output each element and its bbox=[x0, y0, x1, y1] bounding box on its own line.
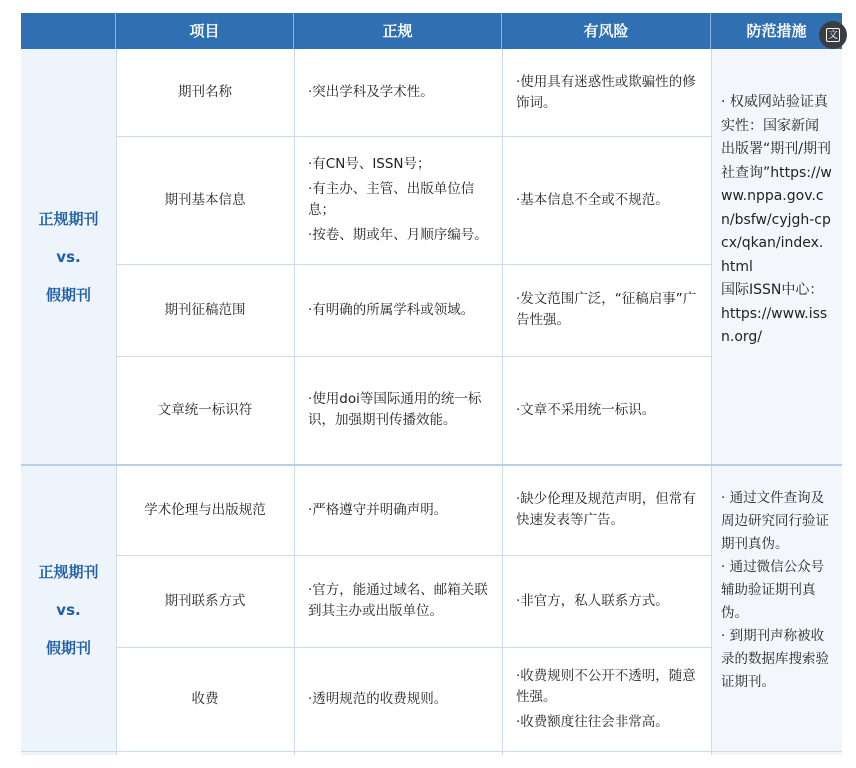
row-item: 文章统一标识符 bbox=[157, 401, 253, 418]
prevention-cell bbox=[711, 49, 842, 464]
legit-text: ·严格遵守并明确声明。 bbox=[308, 501, 448, 518]
risk-text: ·发文范围广泛，“征稿启事”广告性强。 bbox=[516, 291, 697, 328]
risk-text: ·非官方，私人联系方式。 bbox=[516, 592, 669, 609]
legit-text: ·按卷、期或年、月顺序编号。 bbox=[308, 227, 488, 243]
group-label bbox=[21, 49, 116, 464]
prevention-text: · 权威网站验证真实性：国家新闻出版署“期刊/期刊社查询”https://www.nppa.gov.cn/bsfw/cyjgh-cpcx/qkan/index.html bbox=[721, 94, 832, 275]
header-corner bbox=[21, 13, 116, 49]
row-legit bbox=[294, 465, 502, 555]
translate-icon: 文 bbox=[828, 30, 838, 41]
grid-line bbox=[21, 751, 842, 752]
row-legit bbox=[294, 49, 502, 136]
group-label-line: vs. bbox=[56, 601, 81, 619]
grid-line bbox=[294, 49, 295, 755]
row-legit bbox=[294, 647, 502, 751]
grid-line bbox=[116, 356, 711, 357]
legit-text: ·有明确的所属学科或领域。 bbox=[308, 301, 475, 318]
risk-text: ·使用具有迷惑性或欺骗性的修饰词。 bbox=[516, 73, 696, 111]
translate-button[interactable] bbox=[819, 21, 847, 49]
row-item: 收费 bbox=[191, 690, 219, 707]
comparison-table bbox=[21, 13, 842, 755]
grid-line bbox=[116, 136, 711, 137]
header-risk: 有风险 bbox=[502, 13, 711, 49]
row-risk bbox=[502, 356, 711, 464]
risk-text: ·收费规则不公开不透明，随意性强。 bbox=[516, 667, 696, 705]
row-item: 期刊征稿范围 bbox=[164, 301, 246, 318]
row-item: 期刊联系方式 bbox=[164, 592, 246, 609]
group-label bbox=[21, 465, 116, 755]
grid-line bbox=[116, 49, 117, 755]
risk-text: ·收费额度往往会非常高。 bbox=[516, 713, 669, 730]
row-risk bbox=[502, 264, 711, 356]
prevention-text: · 通过微信公众号辅助验证期刊真伪。 bbox=[721, 559, 825, 621]
row-risk bbox=[502, 555, 711, 647]
row-risk bbox=[502, 136, 711, 264]
prevention-cell bbox=[711, 465, 842, 755]
group-label-line: 假期刊 bbox=[45, 285, 91, 304]
row-legit bbox=[294, 356, 502, 464]
row-risk bbox=[502, 49, 711, 136]
risk-text: ·基本信息不全或不规范。 bbox=[516, 191, 669, 208]
grid-line bbox=[116, 555, 711, 556]
grid-line bbox=[116, 264, 711, 265]
header-legit: 正规 bbox=[294, 13, 502, 49]
group-label-line: 假期刊 bbox=[45, 639, 91, 657]
group-label-line: vs. bbox=[56, 247, 81, 266]
grid-line bbox=[711, 49, 712, 755]
header-prevent: 防范措施 bbox=[711, 13, 842, 49]
header-item: 项目 bbox=[116, 13, 294, 49]
legit-text: ·有CN号、ISSN号； bbox=[308, 156, 431, 172]
grid-line bbox=[21, 464, 842, 466]
row-legit bbox=[294, 264, 502, 356]
row-risk bbox=[502, 465, 711, 555]
row-legit bbox=[294, 136, 502, 264]
row-risk bbox=[502, 647, 711, 751]
group-label-line: 正规期刊 bbox=[38, 563, 99, 581]
row-item: 期刊名称 bbox=[178, 84, 232, 100]
grid-line bbox=[502, 49, 503, 755]
grid-line bbox=[116, 647, 711, 648]
row-item: 学术伦理与出版规范 bbox=[144, 501, 266, 518]
row-item: 期刊基本信息 bbox=[164, 191, 246, 208]
row-legit bbox=[294, 555, 502, 647]
legit-text: ·透明规范的收费规则。 bbox=[308, 690, 448, 707]
legit-text: ·使用doi等国际通用的统一标识，加强期刊传播效能。 bbox=[308, 391, 482, 428]
risk-text: ·文章不采用统一标识。 bbox=[516, 401, 656, 418]
legit-text: ·有主办、主管、出版单位信息； bbox=[308, 181, 475, 218]
risk-text: ·缺少伦理及规范声明，但常有快速发表等广告。 bbox=[516, 491, 696, 528]
prevention-text: 国际ISSN中心：https://www.issn.org/ bbox=[721, 282, 828, 345]
legit-text: ·突出学科及学术性。 bbox=[308, 84, 434, 100]
prevention-text: · 到期刊声称被收录的数据库搜索验证期刊。 bbox=[721, 628, 829, 690]
prevention-text: · 通过文件查询及周边研究同行验证期刊真伪。 bbox=[721, 490, 829, 552]
legit-text: ·官方，能通过域名、邮箱关联到其主办或出版单位。 bbox=[308, 582, 488, 619]
group-label-line: 正规期刊 bbox=[38, 209, 99, 228]
